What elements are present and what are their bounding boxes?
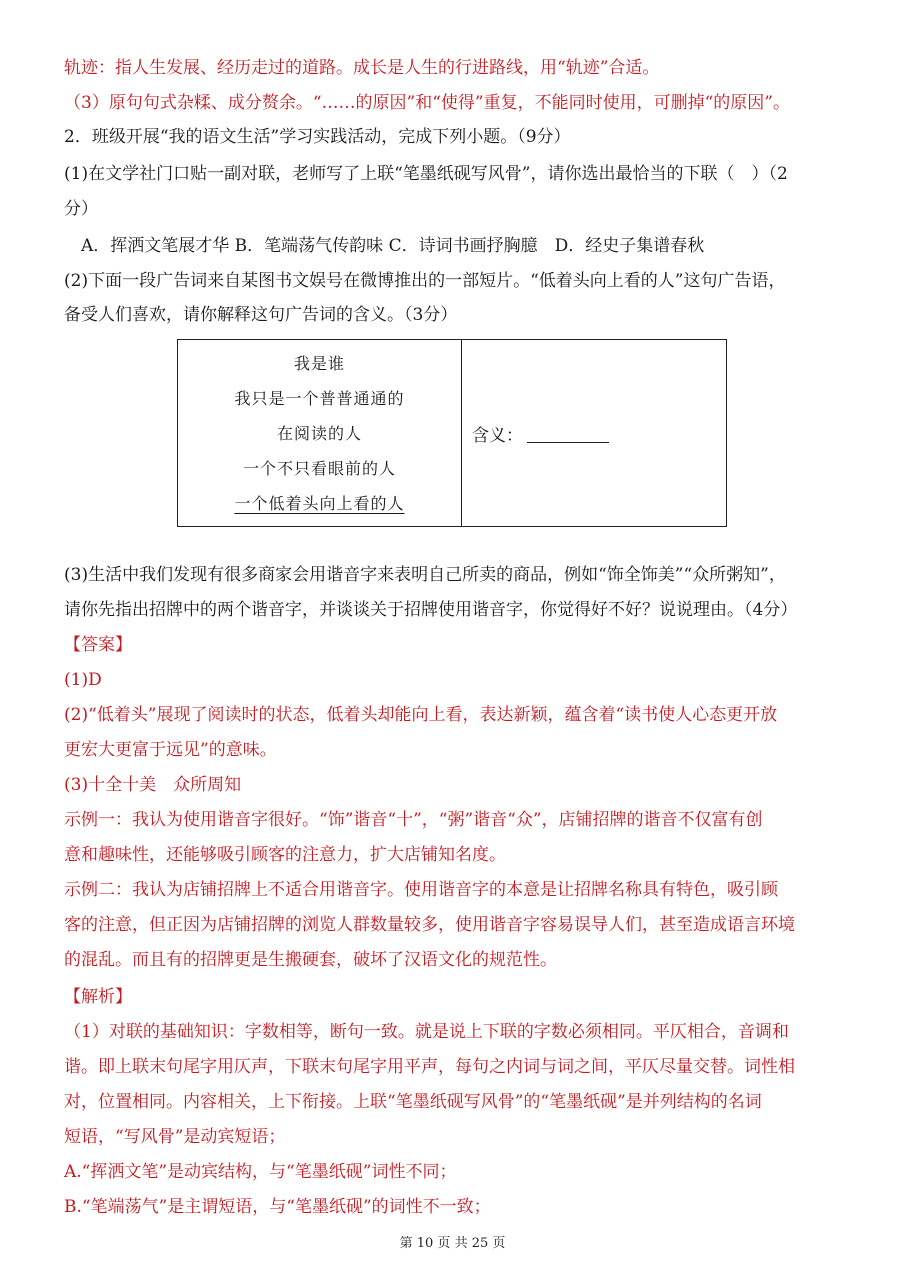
text-line: (1)在文学社门口贴一副对联，老师写了上联“笔墨纸砚写风骨”，请你选出最恰当的下联（ ）（2 [64,164,788,184]
text-line: (2)下面一段广告词来自某图书文娱号在微博推出的一部短片。“低着头向上看的人”这句广告语， [64,271,786,291]
text-line: 更宏大更富于远见”的意味。 [64,740,277,760]
text-line: 分） [64,199,98,219]
options-line: A．挥洒文笔展才华 B．笔端荡气传韵味 C．诗词书画抒胸臆 D．经史子集谱春秋 [64,236,705,256]
text-line: 轨迹：指人生发展、经历走过的道路。成长是人生的行进路线，用“轨迹”合适。 [64,58,660,78]
text-line: (3)十全十美 众所周知 [64,775,242,795]
text-line: 谐。即上联末句尾字用仄声，下联末句尾字用平声，每句之内词与词之间，平仄尽量交替。词性相 [64,1057,795,1077]
text-line: 短语，“写风骨”是动宾短语； [64,1127,286,1147]
answer-heading: 【答案】 [64,635,132,655]
text-line: 示例一：我认为使用谐音字很好。“饰”谐音“十”，“粥”谐音“众”，店铺招牌的谐音不仅富有创 [64,810,763,830]
text-line: 客的注意，但正因为店铺招牌的浏览人群数量较多，使用谐音字容易误导人们，甚至造成语言环境 [64,915,795,935]
question-heading: 2．班级开展“我的语文生活”学习实践活动，完成下列小题。（9分） [64,127,571,147]
poem-line: 我只是一个普普通通的 [234,388,405,408]
answer-blank [527,424,609,443]
text-line: (2)“低着头”展现了阅读时的状态，低着头却能向上看，表达新颖，蕴含着“读书使人心态更开放 [64,705,778,725]
meaning-cell [462,340,726,526]
page-footer: 第 10 页 共 25 页 [399,1236,506,1251]
poem-line-underlined: 一个低着头向上看的人 [234,493,405,513]
text-line: 的混乱。而且有的招牌更是生搬硬套，破坏了汉语文化的规范性。 [64,950,557,970]
text-line: 请你先指出招牌中的两个谐音字，并谈谈关于招牌使用谐音字，你觉得好不好？说说理由。（4分） [64,600,798,620]
meaning-label: 含义： [472,425,523,446]
text-line: （3）原句句式杂糅、成分赘余。“……的原因”和“使得”重复，不能同时使用，可删掉“的原因”。 [64,93,790,113]
text-line: （1）对联的基础知识：字数相等，断句一致。就是说上下联的字数必须相同。平仄相合，音调和 [64,1022,789,1042]
text-line: 示例二：我认为店铺招牌上不适合用谐音字。使用谐音字的本意是让招牌名称具有特色，吸引顾 [64,880,778,900]
text-line: B.“笔端荡气”是主谓短语，与“笔墨纸砚”的词性不一致； [64,1197,491,1217]
text-line: 备受人们喜欢，请你解释这句广告词的含义。（3分） [64,305,458,325]
poem-cell [178,340,462,526]
poem-table [177,339,727,527]
text-line: 对，位置相同。内容相关，上下衔接。上联“笔墨纸砚写风骨”的“笔墨纸砚”是并列结构的名词 [64,1092,762,1112]
text-line: 意和趣味性，还能够吸引顾客的注意力，扩大店铺知名度。 [64,845,506,865]
text-line: (3)生活中我们发现有很多商家会用谐音字来表明自己所卖的商品，例如“饰全饰美”“众所粥知”， [64,565,786,585]
poem-line: 一个不只看眼前的人 [242,458,396,478]
poem-line: 我是谁 [293,353,345,373]
text-line: (1)D [64,670,102,690]
analysis-heading: 【解析】 [64,987,132,1007]
text-line: A.“挥洒文笔”是动宾结构，与“笔墨纸砚”词性不同； [64,1162,457,1182]
poem-line: 在阅读的人 [276,423,362,443]
